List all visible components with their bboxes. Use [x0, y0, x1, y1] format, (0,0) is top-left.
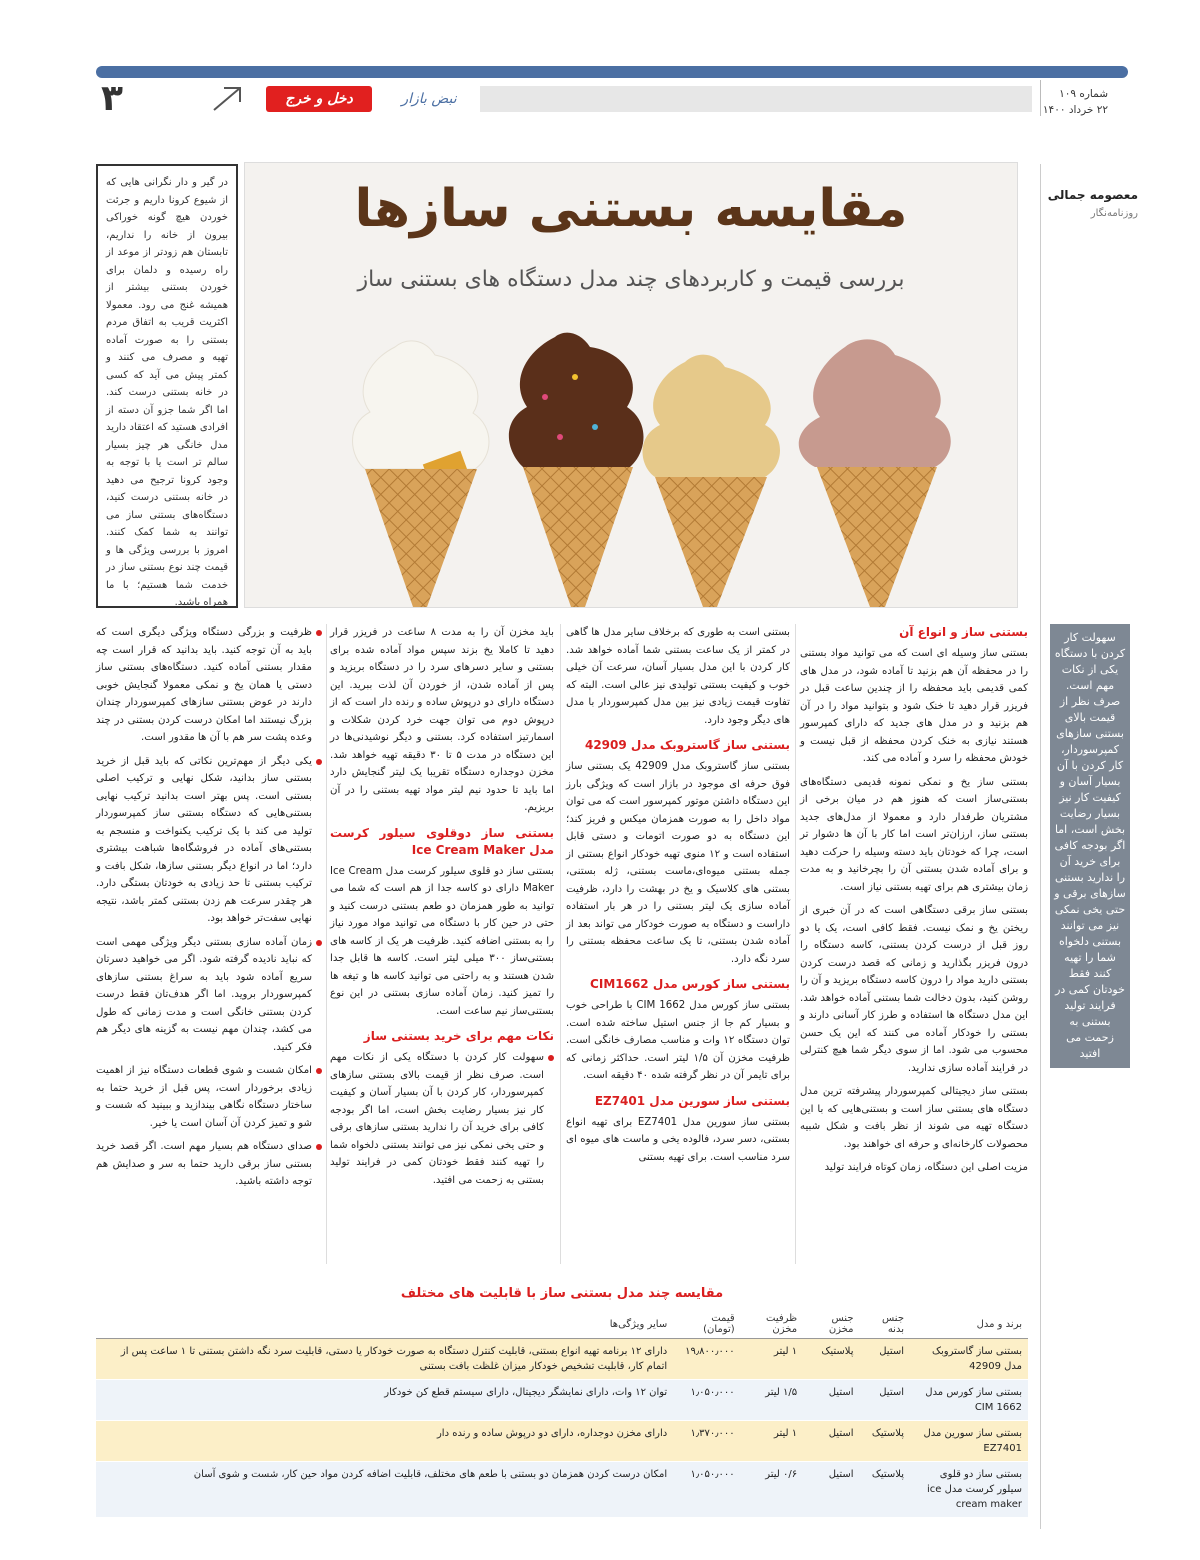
column-header: ظرفیت مخزن	[741, 1310, 803, 1339]
paragraph: بستنی ساز سورین مدل EZ7401 برای تهیه انواع بستنی، دسر سرد، فالوده یخی و ماست های میوه ای سرد مناسب است. برای تهیه بستنی	[566, 1116, 790, 1163]
author-block	[1038, 186, 1138, 219]
column-header: برند و مدل	[910, 1310, 1028, 1339]
author-name: معصومه جمالی	[1047, 188, 1138, 202]
bullet-item: امکان شست و شوی قطعات دستگاه نیز از اهمیت زیادی برخوردار است، پس قبل از خرید حتما به ساختار دستگاه نگاهی بیندازید و ببینید که شست و شو و تمیز کردن آن آسان است یا خیر.	[96, 1062, 322, 1132]
cell: ۱ لیتر	[741, 1339, 803, 1380]
arrow-icon	[210, 84, 244, 114]
section-heading: بستنی ساز سورین مدل EZ7401	[594, 1093, 790, 1108]
paragraph: بستنی ساز گاستروبک مدل 42909 یک بستنی ساز فوق حرفه ای موجود در بازار است که ویژگی بارز این دستگاه داشتن موتور کمپرسور است که می توان مواد داخل را به صورت همزمان میکس و فریز کند؛ این دستگاه به دو صورت اتومات و دستی قابل استفاده است و ۱۲ منوی تهیه خودکار انواع بستنی از جمله بستنی میوه‌ای،ماست بستنی، ژله بستنی، بستنی های کلاسیک و یخ در بهشت را دارد، ظرفیت آماده سازی یک لیتر بستنی را در هر بار استفاده داراست و دستگاه به صورت خودکار می تواند بعد از آماده شدن بستنی، تا یک ساعت محفظه بستنی را سرد نگه دارد.	[566, 761, 790, 965]
cell: استیل	[803, 1380, 859, 1421]
article-column-4	[96, 624, 322, 1197]
issue-date: ۲۲ خرداد ۱۴۰۰	[1042, 104, 1108, 116]
cell: استیل	[803, 1462, 859, 1518]
column-header: جنس مخزن	[803, 1310, 859, 1339]
cell: استیل	[803, 1421, 859, 1462]
section-heading: بستنی ساز دوقلوی سیلور کرست مدل Ice Cream Maker	[330, 825, 554, 857]
section-name: نبض بازار	[401, 91, 457, 107]
cell: بستنی ساز سورین مدل EZ7401	[910, 1421, 1028, 1462]
top-color-bar	[96, 66, 1128, 78]
pull-quote: سهولت کار کردن با دستگاه یکی از نکات مهم است. صرف نظر از قیمت بالای بستنی سازهای کمپرسوردار، کار کردن با آن بسیار آسان و کیفیت کار نیز بسیار رضایت بخش است، اما اگر بودجه کافی برای خرید آن را ندارید بستنی سازهای برقی و حتی یخی نمکی نیز می توانند بستنی دلخواه شما را تهیه کنند فقط خودتان کمی در فرایند تولید بستنی به زحمت می افتید	[1050, 624, 1130, 1068]
cell: دارای ۱۲ برنامه تهیه انواع بستنی، قابلیت کنترل دستگاه به صورت خودکار یا دستی، قابلیت سرد نگه داشتن بستنی تا ۱ ساعت پس از اتمام کار، قابلیت تشخیص خودکار میزان غلظت بافت بستنی	[96, 1339, 673, 1380]
section-heading: نکات مهم برای خرید بستنی ساز	[363, 1029, 554, 1043]
cell: ۱٫۳۷۰٫۰۰۰	[673, 1421, 740, 1462]
paragraph: بستنی ساز برقی دستگاهی است که در آن خبری از ریختن یخ و نمک نیست. فقط کافی است، یک یا دو روز قبل از درست کردن بستنی، کاسه دستگاه را درون فریزر بگذارید و زمانی که قصد درست کردن بستنی دارید مواد را درون کاسه دستگاه بریزید و آن را روشن کنید، بدون دخالت شما بستنی آماده خواهد شد. این مدل دستگاه ها استفاده و طرز کار آسانی دارند و بستنی را خودکار آماده می کنند که این یک حسن محسوب می شود. اما از سوی دیگر شما هیچ کنترلی در فرایند آماده سازی ندارید.	[800, 905, 1028, 1074]
paragraph: بستنی است به طوری که برخلاف سایر مدل ها گاهی در کمتر از یک ساعت بستنی شما آماده خواهد شد. کار کردن با این مدل بسیار آسان، سرعت آن خیلی خوب و کیفیت بستنی تولیدی نیز عالی است. البته که تفاوت قیمت زیادی نیز بین مدل کمپرسوردار با مدل های دیگر وجود دارد.	[566, 627, 790, 726]
issue-info	[1043, 86, 1108, 118]
section-heading: بستنی ساز گاستروبک مدل 42909	[584, 738, 790, 752]
paragraph: باید مخزن آن را به مدت ۸ ساعت در فریزر قرار دهید تا کاملا یخ بزند سپس مواد آماده شده برای بستنی و سایر دسرهای سرد را در دستگاه بریزید و پس از آماده شدن، از خوردن آن لذت ببرید. این دستگاه دارای دو درپوش ساده و رنده دار است که از درپوش دوم می توان جهت خرد کردن شکلات و اسمارتیز استفاده کرد. بستنی و دیگر نوشیدنی‌ها در این دستگاه در مدت ۵ تا ۳۰ دقیقه تهیه خواهد شد. مخزن دوجداره دستگاه تقریبا یک لیتر گنجایش دارد اما باید تا حدود نیم لیتر مواد تهیه بستنی را در آن بریزیم.	[330, 627, 554, 813]
cell: ۱٫۰۵۰٫۰۰۰	[673, 1380, 740, 1421]
cell: ۱/۵ لیتر	[741, 1380, 803, 1421]
publication-logo: دخل و خرج	[266, 86, 372, 112]
paragraph: بستنی ساز دیجیتالی کمپرسوردار پیشرفته ترین مدل دستگاه های بستنی ساز است و بستنی‌هایی که با این دستگاه تهیه می شوند از نظر بافت و شکل شبیه محصولات کارخانه‌ای و حرفه ای خواهند بود.	[800, 1086, 1028, 1150]
strawberry-cone	[799, 339, 951, 607]
vanilla-cone	[643, 355, 781, 607]
issue-number: شماره ۱۰۹	[1059, 88, 1108, 100]
cell: بستنی ساز دو قلوی سیلور کرست مدل ice cream maker	[910, 1462, 1028, 1518]
header-band	[480, 86, 1032, 112]
column-divider	[795, 624, 796, 1264]
intro-box: در گیر و دار نگرانی هایی که از شیوع کرونا داریم و جرئت خوردن هیچ گونه خوراکی بیرون از خانه را نداریم، تابستان هم زودتر از موعد از راه رسیده و دلمان برای خوردن بستنی بیشتر از همیشه غنج می رود. معمولا اکثریت قریب به اتفاق مردم بستنی را به صورت آماده تهیه و مصرف می کنند و کمتر پیش می آید که کسی در خانه بستنی درست کند. اما اگر شما جزو آن دسته از افرادی هستید که اعتقاد دارید مدل خانگی هر چیز بسیار سالم تر است یا با توجه به وجود کرونا ترجیح می دهید در خانه بستنی درست کنید، دستگاه‌های بستنی ساز می توانند به شما کمک کنند. امروز با بررسی ویژگی ها و قیمت چند نوع بستنی ساز در خدمت شما هستیم؛ با ما همراه باشید.	[96, 164, 238, 608]
paragraph: مزیت اصلی این دستگاه، زمان کوتاه فرایند تولید	[824, 1162, 1028, 1173]
table-header-row	[96, 1310, 1028, 1339]
header-divider	[1040, 80, 1041, 116]
table-title: مقایسه چند مدل بستنی ساز با قابلیت های مختلف	[400, 1286, 724, 1301]
table-row	[96, 1380, 1028, 1421]
cell: استیل	[860, 1339, 911, 1380]
column-divider	[326, 624, 327, 1264]
cell: دارای مخزن دوجداره، دارای دو درپوش ساده و رنده دار	[96, 1421, 673, 1462]
cell: استیل	[860, 1380, 911, 1421]
section-heading: بستنی ساز کورس مدل CIM1662	[590, 977, 790, 991]
paragraph: بستنی ساز یخ و نمکی نمونه قدیمی دستگاه‌های بستنی‌ساز است که هنوز هم در میان برخی از مشتریان طرفدار دارد و معمولا از مدل‌های جدید بستنی ساز، ارزان‌تر است اما کار با آن ها دشوار تر است، چرا که خودتان باید دسته وسیله را حرکت دهید و برای آماده شدن بستنی آن را بچرخانید و به مدت زمان بیشتری هم برای تهیه بستنی نیاز است.	[800, 776, 1028, 893]
chocolate-cone	[509, 333, 644, 607]
side-divider	[1040, 164, 1041, 1529]
table-row	[96, 1462, 1028, 1518]
column-header: سایر ویژگی‌ها	[96, 1310, 673, 1339]
bullet-item: یکی دیگر از مهم‌ترین نکاتی که باید قبل از خرید بستنی ساز بدانید، شکل نهایی و ترکیب اصلی بستنی است. پس بهتر است بدانید ترکیب نهایی بستنی‌هایی که دستگاه بستنی ساز کمپرسوردار تولید می کند با یک ترکیب یکنواخت و منسجم به بستنی‌های آماده در فروشگاه‌ها شباهت بیشتری دارد؛ اما در انواع دیگر بستنی سازها، شکل بافت و ترکیب بستنی تا حد زیادی به خودتان بستگی دارد. هر چقدر سرعت هم زدن بستنی کمتر باشد، نتیجه نهایی سفت‌تر خواهد بود.	[96, 753, 322, 928]
column-divider	[560, 624, 561, 1264]
cell: ۱ لیتر	[741, 1421, 803, 1462]
table-row	[96, 1421, 1028, 1462]
ice-cream-cones-illustration	[245, 307, 1018, 607]
cell: بستنی ساز گاستروبک مدل 42909	[910, 1339, 1028, 1380]
cell: ۰/۶ لیتر	[741, 1462, 803, 1518]
table-row	[96, 1339, 1028, 1380]
author-role: روزنامه‌نگار	[1090, 208, 1138, 219]
article-title: مقایسه بستنی سازها	[354, 179, 908, 239]
paragraph: بستنی ساز وسیله ای است که می توانید مواد بستنی را در محفظه آن هم بزنید تا آماده شود، در مدل های کمی قدیمی باید محفظه را از چندین ساعت قبل در فریزر قرار دهید تا خنک شود و بتوانید مواد را در آن هم بزنید و در مدل های جدید که دارای کمپرسور هستند نیازی به خنک کردن محفظه از قبل نیست و خودش محفظه را سرد و آماده می کند.	[800, 648, 1028, 764]
column-header: جنس بدنه	[860, 1310, 911, 1339]
article-subtitle: بررسی قیمت و کاربردهای چند مدل دستگاه های بستنی ساز	[357, 267, 905, 292]
bullet-item: صدای دستگاه هم بسیار مهم است. اگر قصد خرید بستنی ساز برقی دارید حتما به سر و صدایش هم توجه داشته باشید.	[96, 1138, 322, 1191]
bullet-item: سهولت کار کردن با دستگاه یکی از نکات مهم است. صرف نظر از قیمت بالای بستنی سازهای کمپرسوردار، کار کردن با آن بسیار آسان و کیفیت کار نیز بسیار رضایت بخش است، اما اگر بودجه کافی برای خرید آن را ندارید بستنی سازهای برقی و حتی یخی نمکی نیز می توانند بستنی دلخواه شما را تهیه کنند فقط خودتان کمی در فرایند تولید بستنی به زحمت می افتید.	[330, 1049, 554, 1189]
cell: بستنی ساز کورس مدل CIM 1662	[910, 1380, 1028, 1421]
page-number: ۳	[101, 78, 123, 119]
article-column-1	[800, 624, 1028, 1183]
cell: پلاستیک	[860, 1421, 911, 1462]
paragraph: بستنی ساز دو قلوی سیلور کرست مدل Ice Cream Maker دارای دو کاسه جدا از هم است که شما می توانید به طور همزمان دو طعم بستنی درست کنید و حتی در حین کار با دستگاه می توانید مواد مورد نیاز را به بستنی اضافه کنید. ظرفیت هر یک از کاسه های بستنی‌ساز ۳۰۰ میلی لیتر است. کاسه ها قابل جدا شدن هستند و به راحتی می توانید کاسه ها و تیغه ها را تمیز کنید. زمان آماده سازی بستنی در این نوع بستنی‌ساز نیم ساعت است.	[330, 865, 555, 1017]
article-column-3	[330, 624, 554, 1195]
article-column-2	[566, 624, 790, 1172]
section-heading: بستنی ساز و انواع آن	[899, 625, 1028, 639]
cell: پلاستیک	[803, 1339, 859, 1380]
paragraph: بستنی ساز کورس مدل CIM 1662 با طراحی خوب و بسیار کم جا از جنس استیل ساخته شده است. توان دستگاه ۱۲ وات و مناسب مصارف خانگی است. ظرفیت مخزن آن ۱/۵ لیتر است. حداکثر زمانی که برای تایمر آن در نظر گرفته شده ۴۰ دقیقه است.	[566, 1000, 791, 1081]
comparison-table	[96, 1310, 1028, 1518]
white-cone	[353, 341, 490, 607]
bullet-item: ظرفیت و بزرگی دستگاه ویژگی دیگری است که باید به آن توجه کنید. باید بدانید که قرار است چه مقدار بستنی آماده کنید. دستگاه‌های بستنی ساز دستی یا همان یخ و نمکی معمولا گنجایش خوبی دارند در عوض بستنی سازهای کمپرسوردار چندان بزرگ نیستند اما امکان درست کردن بستنی در چند وعده پشت سر هم با آن ها مقدور است.	[96, 624, 322, 747]
cell: ۱٫۰۵۰٫۰۰۰	[673, 1462, 740, 1518]
cell: پلاستیک	[860, 1462, 911, 1518]
cell: امکان درست کردن همزمان دو بستنی با طعم های مختلف، قابلیت اضافه کردن مواد حین کار، شست و شوی آسان	[96, 1462, 673, 1518]
bullet-item: زمان آماده سازی بستنی دیگر ویژگی مهمی است که نباید نادیده گرفته شود. اگر می خواهید دسرتان سریع آماده شود باید به سراغ بستنی سازهای کمپرسوردار بروید. اما اگر هدف‌تان فقط درست کردن بستنی خانگی است و مدت زمانی که طول می کشد، چندان مهم نیست به گزینه های دیگر هم فکر کنید.	[96, 934, 322, 1057]
hero-banner	[244, 162, 1018, 608]
cell: ۱۹٫۸۰۰٫۰۰۰	[673, 1339, 740, 1380]
cell: توان ۱۲ وات، دارای نمایشگر دیجیتال، دارای سیستم قطع کن خودکار	[96, 1380, 673, 1421]
column-header: قیمت (تومان)	[673, 1310, 740, 1339]
